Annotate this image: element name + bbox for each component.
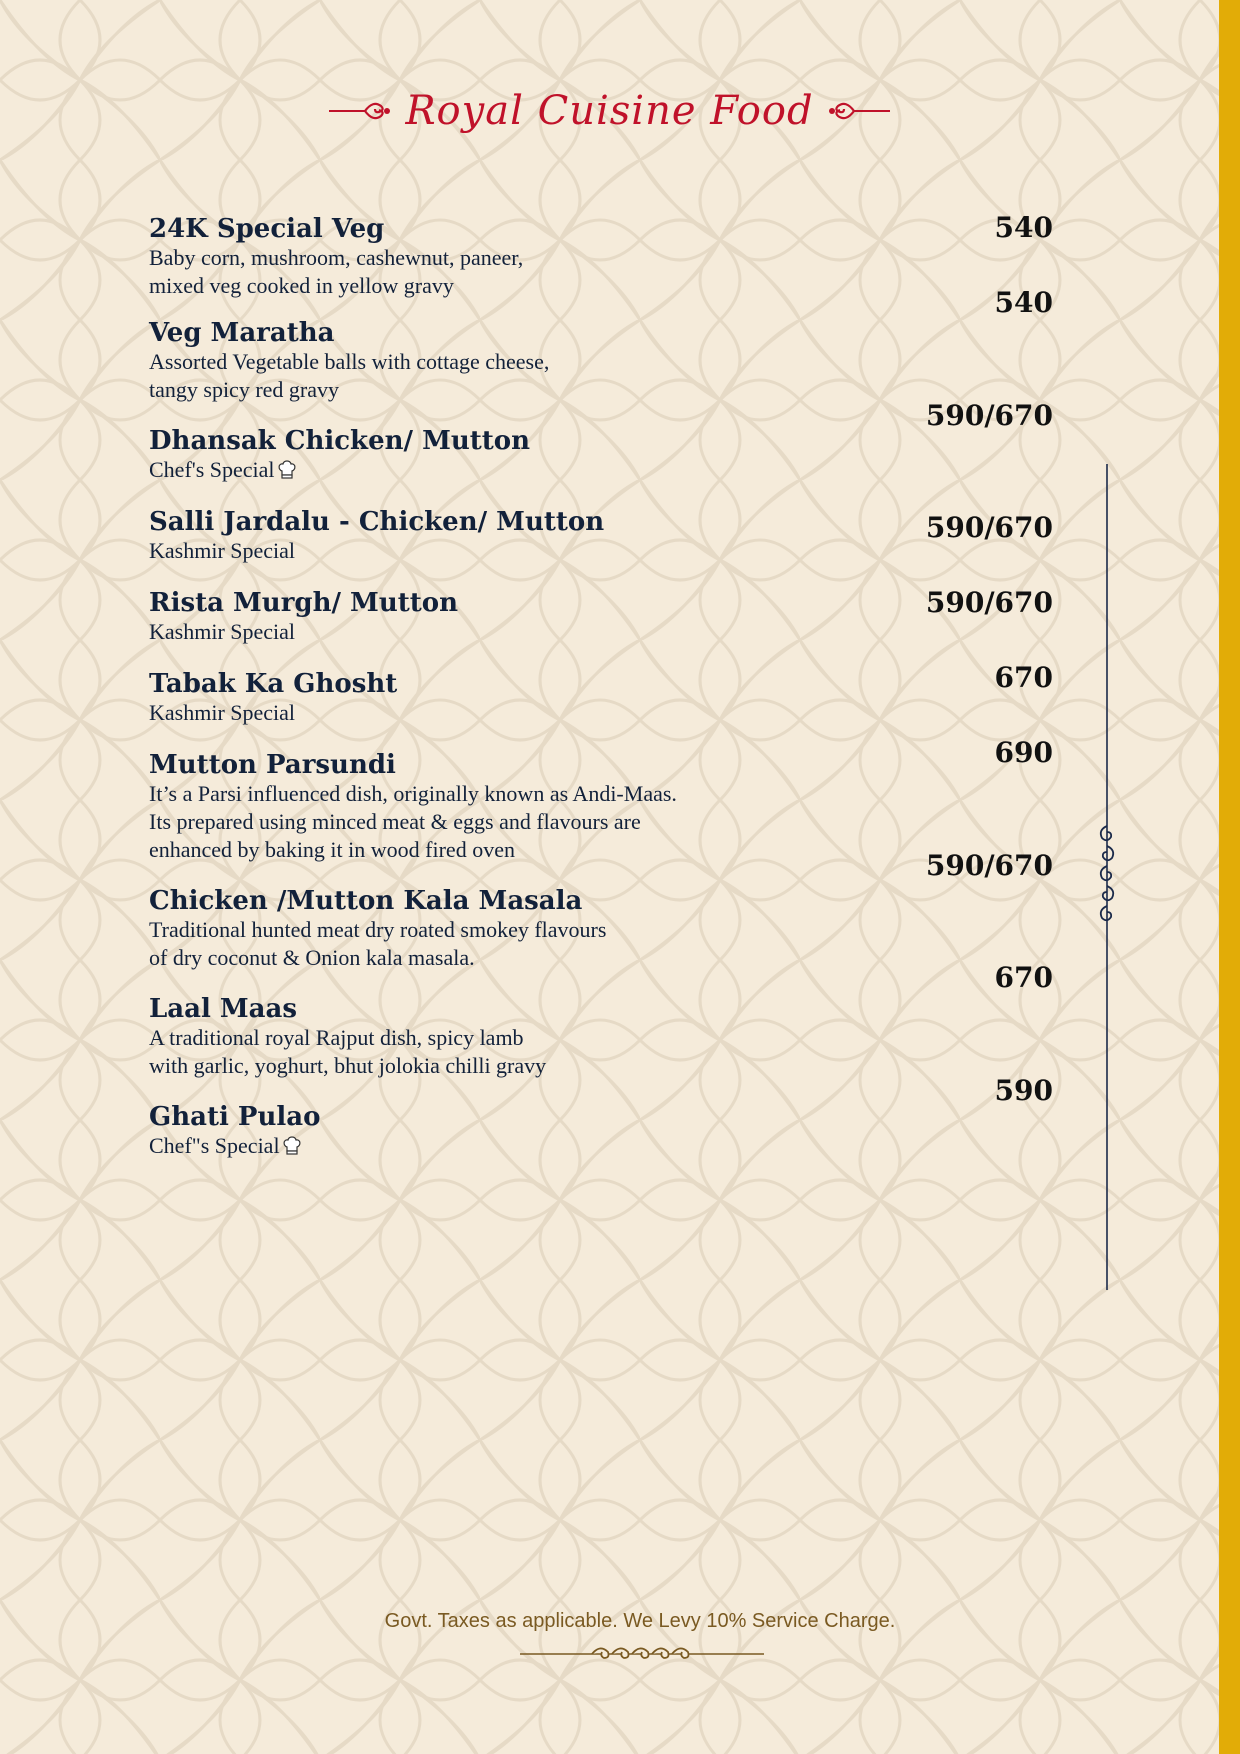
item-price: 590/670 <box>925 849 1053 882</box>
gold-side-bar <box>1219 0 1240 1754</box>
menu-item <box>149 669 397 727</box>
menu-header <box>0 88 1219 134</box>
item-price: 590 <box>994 1074 1053 1107</box>
item-name: Salli Jardalu - Chicken/ Mutton <box>149 507 605 537</box>
item-description: It’s a Parsi influenced dish, originally known as Andi-Maas. <box>149 781 677 806</box>
item-name: 24K Special Veg <box>149 214 385 244</box>
item-description: mixed veg cooked in yellow gravy <box>149 273 454 298</box>
item-price: 590/670 <box>925 586 1053 619</box>
item-description: Assorted Vegetable balls with cottage cheese, <box>149 349 550 374</box>
item-name: Veg Maratha <box>149 318 335 348</box>
item-description: Kashmir Special <box>149 700 296 725</box>
item-description: Kashmir Special <box>149 538 296 563</box>
menu-item <box>149 1102 320 1160</box>
menu-item <box>149 994 546 1080</box>
item-description: with garlic, yoghurt, bhut jolokia chilli gravy <box>149 1053 547 1078</box>
menu-item <box>149 214 523 300</box>
menu-item <box>149 507 604 565</box>
menu-item <box>149 318 549 404</box>
menu-item <box>149 426 530 484</box>
item-price: 690 <box>994 736 1053 769</box>
item-description <box>149 456 530 484</box>
item-description: A traditional royal Rajput dish, spicy lamb <box>149 1025 524 1050</box>
menu-item <box>149 886 606 972</box>
scroll-divider-icon <box>1094 464 1120 1290</box>
right-flourish-icon <box>826 98 890 124</box>
item-price: 540 <box>994 286 1053 319</box>
menu-item <box>149 588 458 646</box>
item-name: Dhansak Chicken/ Mutton <box>149 426 531 456</box>
item-name: Chicken /Mutton Kala Masala <box>149 886 583 916</box>
item-description: Traditional hunted meat dry roated smokey flavours <box>149 917 607 942</box>
item-description: tangy spicy red gravy <box>149 377 339 402</box>
chef-hat-icon <box>283 1135 301 1157</box>
item-price: 670 <box>994 661 1053 694</box>
item-price: 590/670 <box>925 511 1053 544</box>
item-name: Mutton Parsundi <box>149 750 396 780</box>
item-description <box>149 1132 320 1160</box>
item-name: Rista Murgh/ Mutton <box>149 588 458 618</box>
item-price: 590/670 <box>925 399 1053 432</box>
footer-note: Govt. Taxes as applicable. We Levy 10% Service Charge. <box>384 1610 896 1632</box>
item-description: Its prepared using minced meat & eggs and flavours are <box>149 809 641 834</box>
item-description: Baby corn, mushroom, cashewnut, paneer, <box>149 245 524 270</box>
item-description: Kashmir Special <box>149 619 296 644</box>
menu-item <box>149 750 677 864</box>
item-description: enhanced by baking it in wood fired oven <box>149 837 515 862</box>
menu-title: Royal Cuisine Food <box>405 88 814 134</box>
chef-hat-icon <box>278 459 296 481</box>
left-flourish-icon <box>329 98 393 124</box>
item-price: 670 <box>994 961 1053 994</box>
footer-ornament-icon <box>520 1640 764 1668</box>
item-description: of dry coconut & Onion kala masala. <box>149 945 475 970</box>
item-name: Laal Maas <box>149 994 298 1024</box>
item-name: Ghati Pulao <box>149 1102 321 1132</box>
item-description-text: Chef's Special <box>149 457 275 482</box>
item-name: Tabak Ka Ghosht <box>149 669 398 699</box>
item-price: 540 <box>994 211 1053 244</box>
item-description-text: Chef"s Special <box>149 1133 280 1158</box>
